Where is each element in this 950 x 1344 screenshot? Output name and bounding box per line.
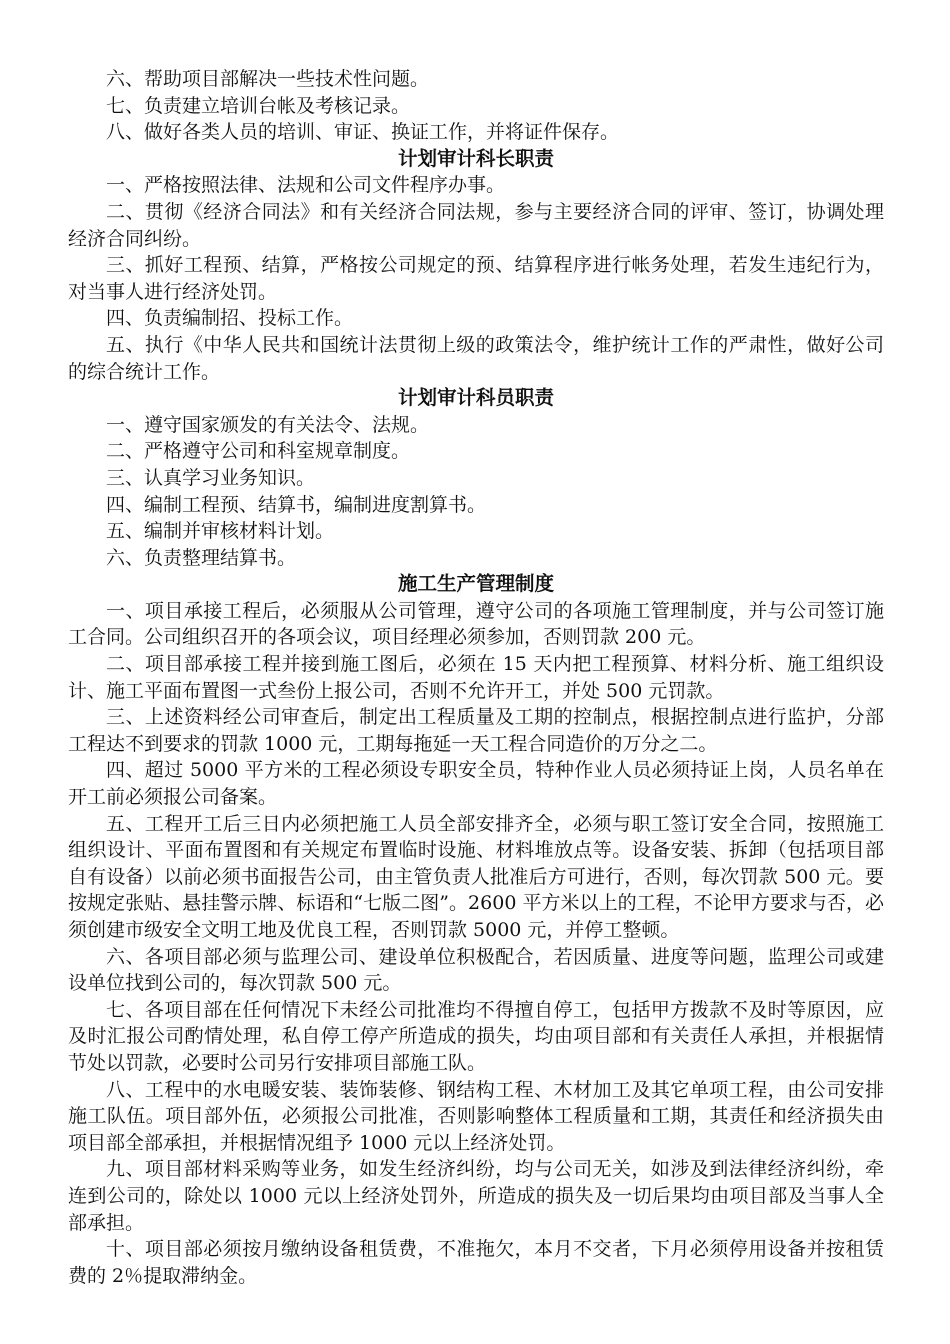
paragraph: 六、各项目部必须与监理公司、建设单位积极配合，若因质量、进度等问题，监理公司或建设单位找到公司的，每次罚款 500 元。	[68, 945, 884, 995]
section-heading: 计划审计科员职责	[397, 386, 554, 410]
paragraph: 六、负责整理结算书。	[106, 546, 297, 569]
paragraph: 四、超过 5000 平方米的工程必须设专职安全员，特种作业人员必须持证上岗，人员名单在开工前必须报公司备案。	[68, 759, 884, 809]
paragraph: 七、各项目部在任何情况下未经公司批准均不得擅自停工，包括甲方拨款不及时等原因，应及时汇报公司酌情处理，私自停工停产所造成的损失，均由项目部和有关责任人承担，并根据情节处以罚款，必要时公司另行安排项目部施工队。	[68, 998, 884, 1074]
paragraph: 四、负责编制招、投标工作。	[106, 307, 354, 330]
paragraph: 三、认真学习业务知识。	[106, 466, 316, 489]
paragraph: 一、遵守国家颁发的有关法令、法规。	[106, 413, 430, 436]
section-heading: 施工生产管理制度	[397, 572, 554, 596]
paragraph: 九、项目部材料采购等业务，如发生经济纠纷，均与公司无关，如涉及到法律经济纠纷，牵连到公司的，除处以 1000 元以上经济处罚外，所造成的损失及一切后果均由项目部及当事人全部承担。	[68, 1158, 884, 1234]
paragraph: 八、做好各类人员的培训、审证、换证工作，并将证件保存。	[106, 121, 620, 144]
paragraph: 三、抓好工程预、结算，严格按公司规定的预、结算程序进行帐务处理，若发生违纪行为，对当事人进行经济处罚。	[68, 254, 884, 303]
paragraph: 一、项目承接工程后，必须服从公司管理，遵守公司的各项施工管理制度，并与公司签订施工合同。公司组织召开的各项会议，项目经理必须参加，否则罚款 200 元。	[68, 599, 884, 649]
paragraph: 八、工程中的水电暖安装、装饰装修、钢结构工程、木材加工及其它单项工程，由公司安排施工队伍。项目部外伍，必须报公司批准，否则影响整体工程质量和工期，其责任和经济损失由项目部全部承担，并根据情况组予 1000 元以上经济处罚。	[68, 1078, 884, 1154]
paragraph: 五、工程开工后三日内必须把施工人员全部安排齐全，必须与职工签订安全合同，按照施工组织设计、平面布置图和有关规定布置临时设施、材料堆放点等。设备安装、拆卸（包括项目部自有设备）以前必须书面报告公司，由主管负责人批准后方可进行，否则，每次罚款 500 元。要按规定张贴、悬挂警示牌、标语和“七版二图”。2600 平方米以上的工程，不论甲方要求与否，必须创建市级安全文明工地及优良工程，否则罚款 5000 元，并停工整顿。	[68, 812, 884, 941]
paragraph: 五、编制并审核材料计划。	[106, 520, 335, 543]
construction-rules-section	[68, 571, 884, 1289]
paragraph: 四、编制工程预、结算书，编制进度割算书。	[106, 493, 487, 516]
section-heading: 计划审计科长职责	[397, 146, 554, 170]
paragraph: 七、负责建立培训台帐及考核记录。	[106, 94, 411, 117]
paragraph: 二、贯彻《经济合同法》和有关经济合同法规，参与主要经济合同的评审、签订，协调处理经济合同纠纷。	[68, 200, 884, 250]
paragraph: 五、执行《中华人民共和国统计法贯彻上级的政策法令，维护统计工作的严肃性，做好公司的综合统计工作。	[68, 333, 884, 383]
paragraph: 二、项目部承接工程并接到施工图后，必须在 15 天内把工程预算、材料分析、施工组织设计、施工平面布置图一式叁份上报公司，否则不允许开工，并处 500 元罚款。	[68, 653, 884, 702]
director-duties-section	[68, 146, 884, 385]
intro-section	[68, 66, 884, 146]
paragraph: 一、严格按照法律、法规和公司文件程序办事。	[106, 174, 506, 197]
paragraph: 十、项目部必须按月缴纳设备租赁费，不准拖欠，本月不交者，下月必须停用设备并按租赁费的 2％提取滞纳金。	[68, 1238, 884, 1287]
paragraph: 六、帮助项目部解决一些技术性问题。	[106, 68, 430, 90]
document-page	[68, 66, 884, 1289]
staff-duties-section	[68, 385, 884, 571]
paragraph: 二、严格遵守公司和科室规章制度。	[106, 440, 411, 463]
paragraph: 三、上述资料经公司审查后，制定出工程质量及工期的控制点，根据控制点进行监护，分部工程达不到要求的罚款 1000 元，工期每拖延一天工程合同造价的万分之二。	[68, 706, 884, 755]
